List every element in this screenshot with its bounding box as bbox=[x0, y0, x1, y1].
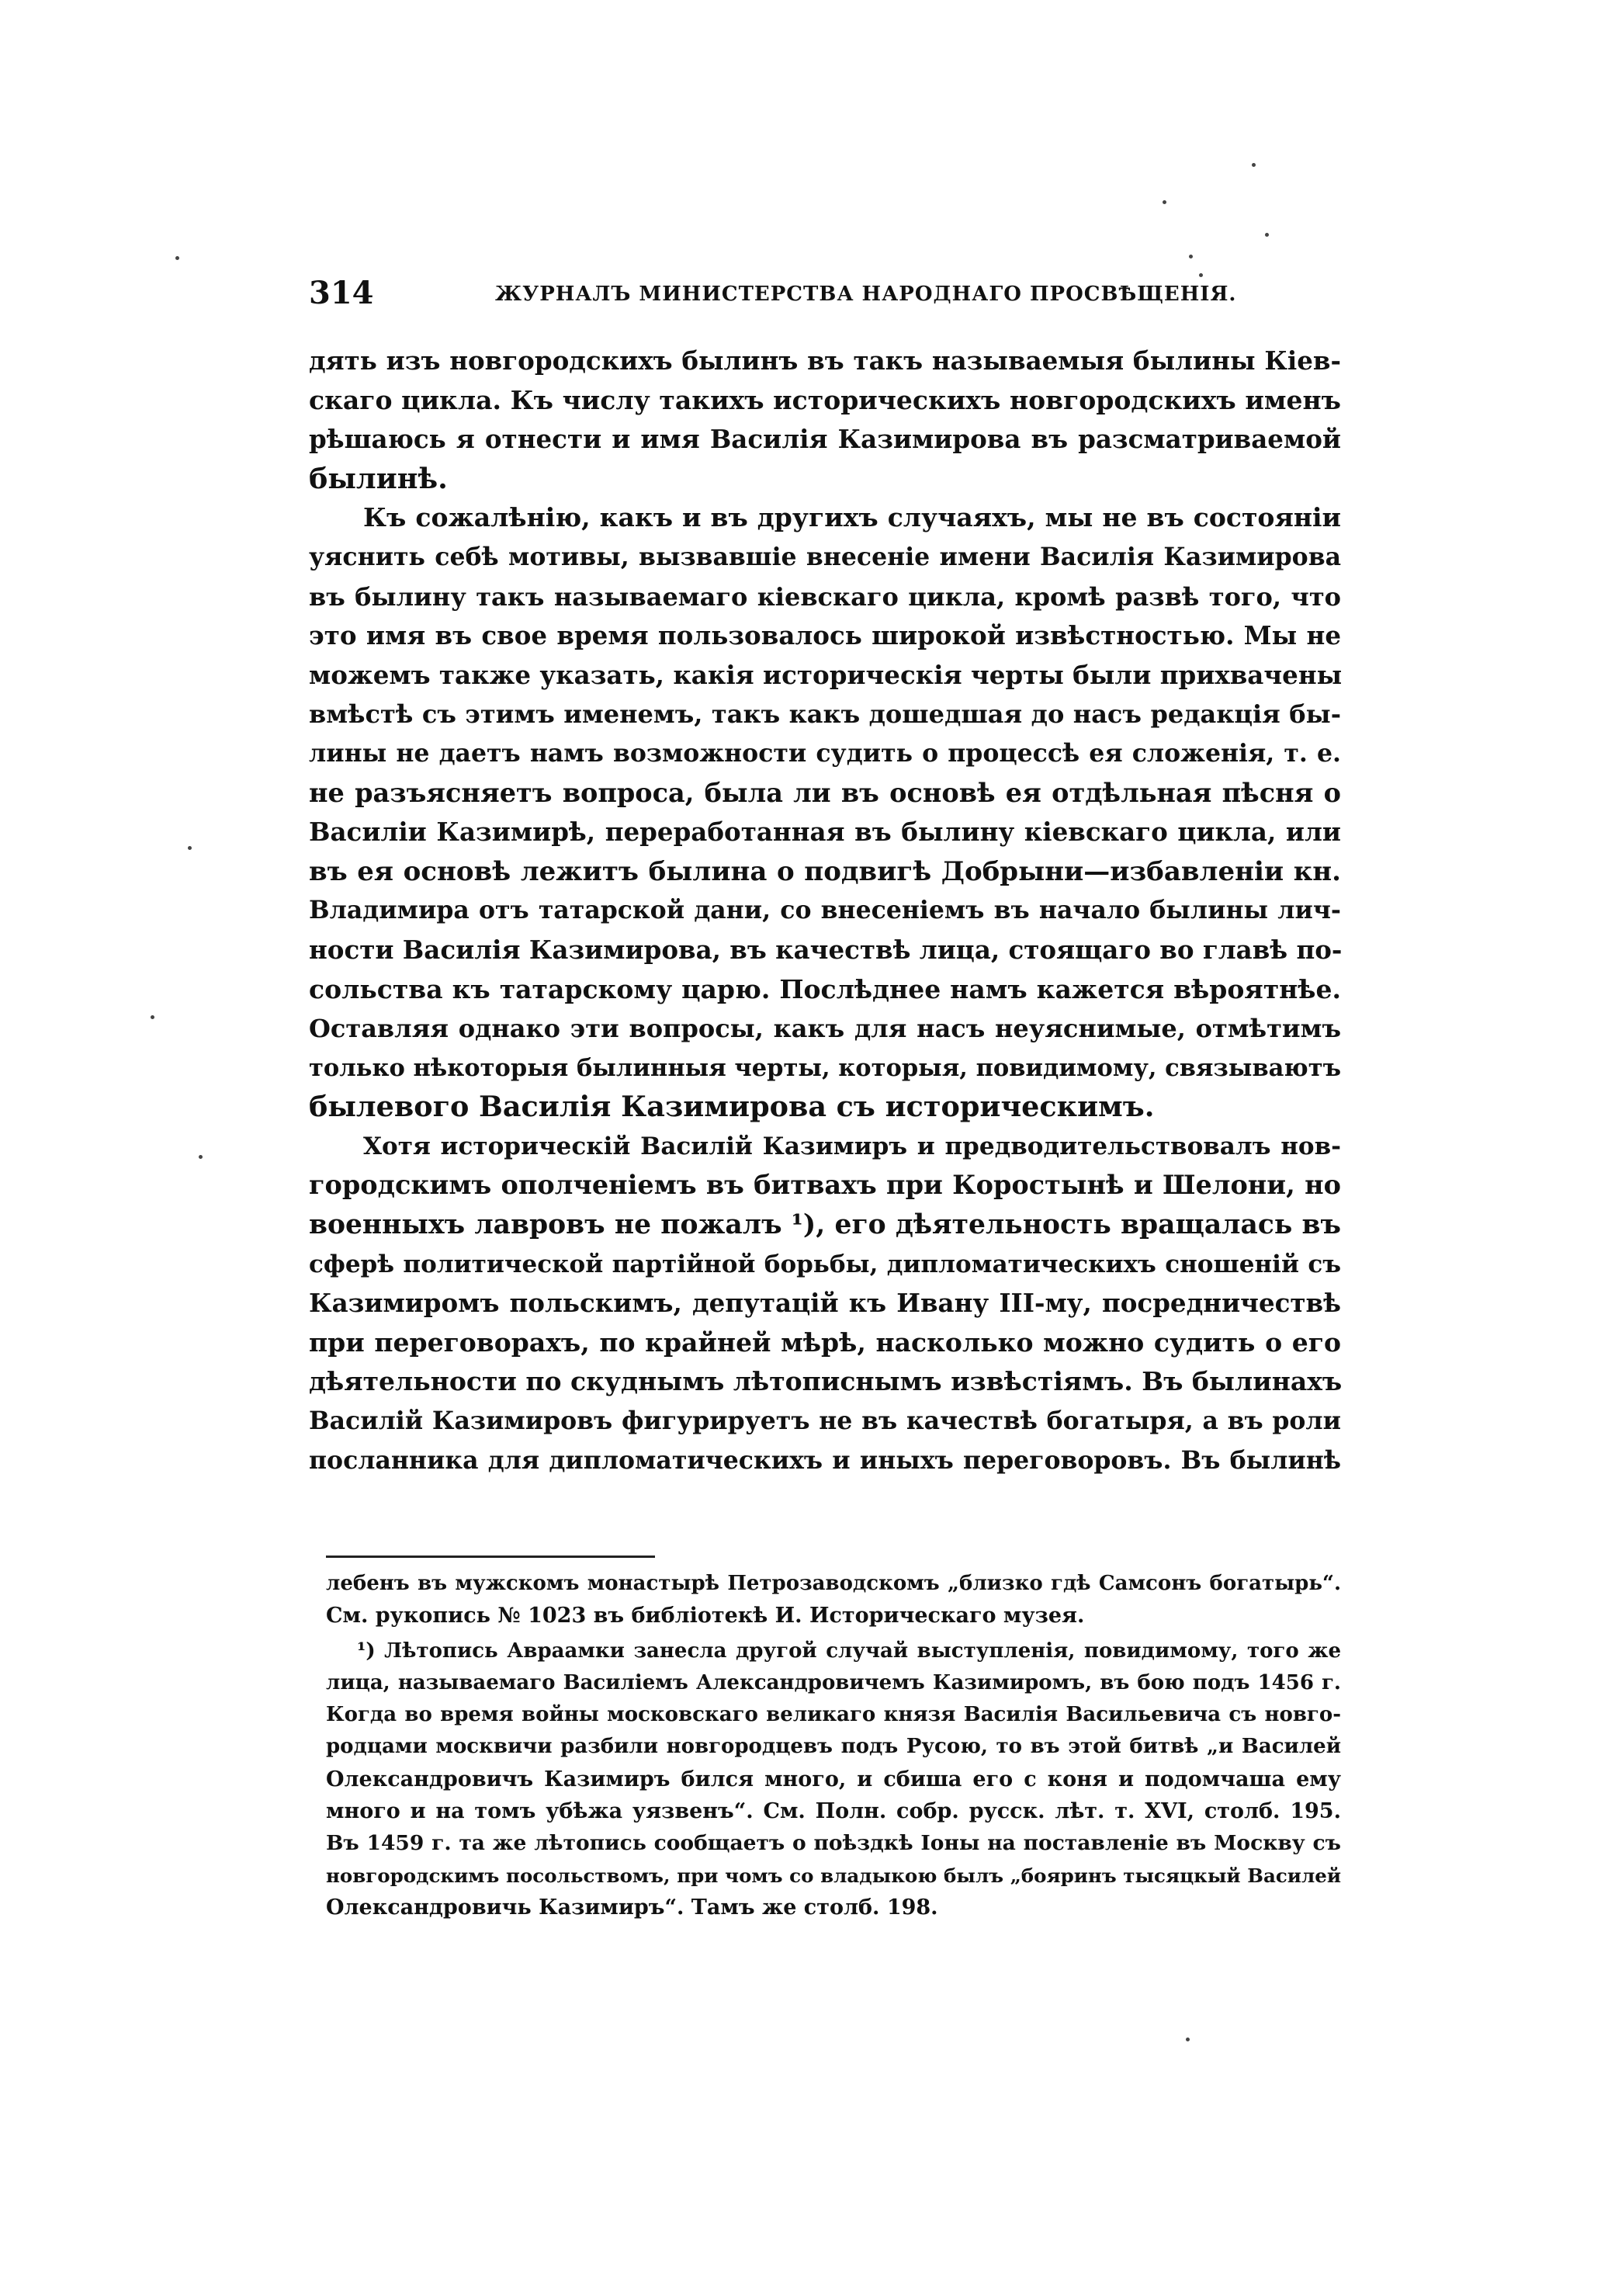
text-line: ности Василія Казимирова, въ качествѣ лица, стоящаго во главѣ по- bbox=[309, 934, 1343, 965]
footnote-line: много и на томъ убѣжа уязвенъ“. См. Полн. собр. русск. лѣт. т. XVI, столб. 195. bbox=[326, 1799, 1341, 1824]
scan-speck bbox=[1265, 233, 1269, 237]
text-line: можемъ также указать, какія историческія черты были прихвачены bbox=[309, 659, 1343, 690]
footnote-1 bbox=[326, 1635, 1341, 1924]
text-line: военныхъ лавровъ не пожалъ ¹), его дѣятельность вращалась въ bbox=[309, 1209, 1341, 1241]
text-line: въ былину такъ называемаго кіевскаго цикла, кромѣ развѣ того, что bbox=[309, 581, 1341, 612]
text-line: былевого Василія Казимирова съ историческимъ. bbox=[309, 1090, 1155, 1124]
text-line: городскимъ ополченіемъ въ битвахъ при Коростынѣ и Шелони, но bbox=[309, 1170, 1341, 1201]
scan-speck bbox=[175, 256, 179, 260]
footnote-line: родцами москвичи разбили новгородцевъ подъ Русою, то въ этой битвѣ „и Василей bbox=[326, 1735, 1341, 1759]
scan-speck bbox=[1163, 200, 1166, 204]
page-header bbox=[309, 270, 1341, 317]
text-line: Оставляя однако эти вопросы, какъ для насъ неуяснимые, отмѣтимъ bbox=[309, 1014, 1341, 1044]
text-line: это имя въ свое время пользовалось широкой извѣстностью. Мы не bbox=[309, 620, 1341, 651]
footnote-line: лица, называемаго Василіемъ Александровичемъ Казимиромъ, въ бою подъ 1456 г. bbox=[326, 1670, 1341, 1694]
text-line: былинѣ. bbox=[309, 461, 448, 495]
scan-speck bbox=[1252, 163, 1256, 167]
footnote-line: ¹) Лѣтопись Авраамки занесла другой случай выступленія, повидимому, того же bbox=[357, 1639, 1341, 1663]
footnote-line: Олександровичъ Казимиръ бился много, и сбиша его с коня и подомчаша ему bbox=[326, 1767, 1341, 1791]
paragraph-2 bbox=[309, 498, 1341, 1127]
text-line: дять изъ новгородскихъ былинъ въ такъ называемыя былины Кіев- bbox=[309, 345, 1341, 376]
text-line: только нѣкоторыя былинныя черты, которыя, повидимому, связываютъ bbox=[309, 1053, 1341, 1082]
text-line: Владимира отъ татарской дани, со внесеніемъ въ начало былины лич- bbox=[309, 896, 1341, 925]
paragraph-3 bbox=[309, 1127, 1341, 1480]
text-line: вмѣстѣ съ этимъ именемъ, такъ какъ дошедшая до насъ редакція бы- bbox=[309, 699, 1341, 730]
footnote-line: новгородскимъ посольствомъ, при чомъ со владыкою былъ „бояринъ тысяцкый Василей bbox=[326, 1864, 1341, 1887]
text-line: сольства къ татарскому царю. Послѣднее намъ кажется вѣроятнѣе. bbox=[309, 973, 1341, 1004]
text-line: посланника для дипломатическихъ и иныхъ переговоровъ. Въ былинѣ bbox=[309, 1445, 1341, 1475]
text-line: уяснить себѣ мотивы, вызвавшіе внесеніе имени Василія Казимирова bbox=[309, 542, 1341, 571]
footnote-line: Въ 1459 г. та же лѣтопись сообщаетъ о поѣздкѣ Іоны на поставленіе въ Москву съ bbox=[326, 1831, 1341, 1856]
footnote-separator bbox=[326, 1556, 655, 1558]
text-line: Василій Казимировъ фигурируетъ не въ качествѣ богатыря, а въ роли bbox=[309, 1406, 1341, 1436]
paragraph-1 bbox=[309, 342, 1341, 498]
text-line: Василіи Казимирѣ, переработанная въ былину кіевскаго цикла, или bbox=[309, 817, 1341, 848]
text-line: рѣшаюсь я отнести и имя Василія Казимирова въ разсматриваемой bbox=[309, 424, 1341, 455]
running-title: ЖУРНАЛЪ МИНИСТЕРСТВА НАРОДНАГО ПРОСВѢЩЕНІЯ. bbox=[495, 283, 1237, 306]
text-line: Къ сожалѣнію, какъ и въ другихъ случаяхъ, мы не въ состояніи bbox=[363, 502, 1341, 533]
scan-speck bbox=[1189, 255, 1193, 258]
text-line: при переговорахъ, по крайней мѣрѣ, насколько можно судить о его bbox=[309, 1327, 1341, 1358]
main-text bbox=[309, 342, 1341, 1480]
scan-speck bbox=[199, 1155, 203, 1159]
text-line: дѣятельности по скуднымъ лѣтописнымъ извѣстіямъ. Въ былинахъ bbox=[309, 1366, 1343, 1397]
text-line: сферѣ политической партійной борьбы, дипломатическихъ сношеній съ bbox=[309, 1250, 1341, 1278]
scan-speck bbox=[151, 1015, 154, 1019]
text-line: въ ея основѣ лежитъ былина о подвигѣ Добрыни—избавленіи кн. bbox=[309, 855, 1341, 887]
page-number: 314 bbox=[309, 275, 374, 311]
footnote-line: лебенъ въ мужскомъ монастырѣ Петрозаводскомъ „близко гдѣ Самсонъ богатырь“. bbox=[326, 1572, 1341, 1595]
footnote-line: Когда во время войны московскаго великаго князя Василія Васильевича съ новго- bbox=[326, 1703, 1341, 1727]
text-line: Казимиромъ польскимъ, депутацій къ Ивану III-му, посредничествѣ bbox=[309, 1288, 1341, 1319]
footnote-line: См. рукопись № 1023 въ библіотекѣ И. Историческаго музея. bbox=[326, 1604, 1085, 1628]
scan-speck bbox=[188, 846, 192, 850]
footnote-continuation bbox=[326, 1568, 1341, 1632]
text-line: лины не даетъ намъ возможности судить о процессѣ ея сложенія, т. е. bbox=[309, 738, 1341, 768]
text-line: не разъясняетъ вопроса, была ли въ основѣ ея отдѣльная пѣсня о bbox=[309, 777, 1341, 808]
footnote-line: Олександровичь Казимиръ“. Тамъ же столб. 198. bbox=[326, 1895, 938, 1920]
text-line: Хотя историческій Василій Казимиръ и предводительствовалъ нов- bbox=[363, 1132, 1341, 1160]
text-line: скаго цикла. Къ числу такихъ историческихъ новгородскихъ именъ bbox=[309, 384, 1341, 415]
scan-speck bbox=[1186, 2038, 1190, 2041]
footnotes bbox=[326, 1568, 1341, 1923]
